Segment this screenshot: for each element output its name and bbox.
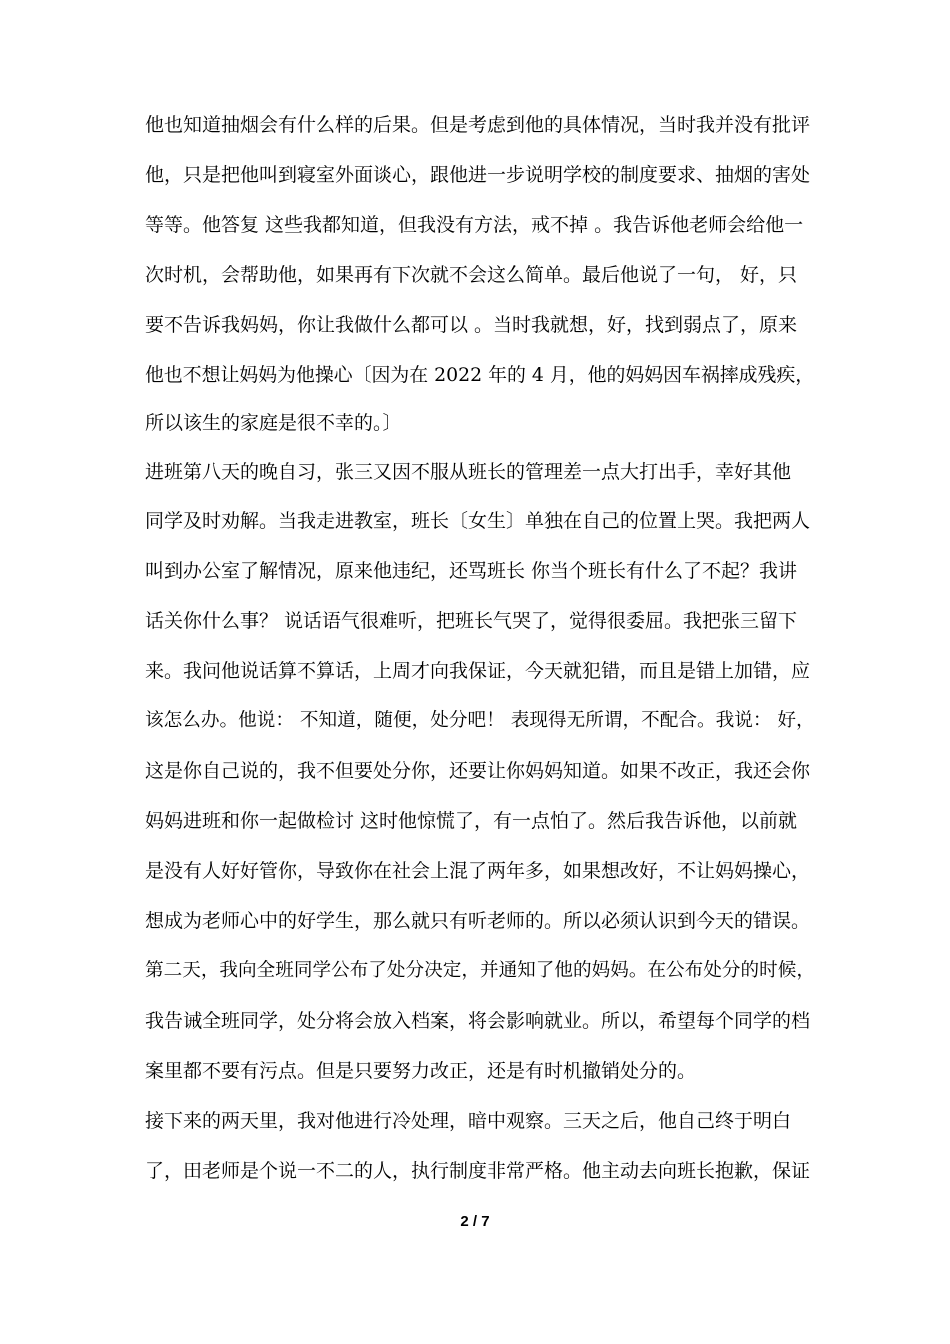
page-number: 2 / 7	[460, 1213, 490, 1230]
text-line: 来。我问他说话算不算话，上周才向我保证，今天就犯错，而且是错上加错，应	[145, 660, 811, 682]
text-line: 妈妈进班和你一起做检讨 这时他惊慌了，有一点怕了。然后我告诉他，以前就	[145, 810, 798, 832]
text-line: 案里都不要有污点。但是只要努力改正，还是有时机撤销处分的。	[145, 1060, 697, 1082]
text-line: 这是你自己说的，我不但要处分你，还要让你妈妈知道。如果不改正，我还会你	[145, 760, 811, 782]
text-line: 我告诫全班同学，处分将会放入档案，将会影响就业。所以，希望每个同学的档	[145, 1010, 811, 1032]
text-line: 他也不想让妈妈为他操心〔因为在 2022 年的 4 月，他的妈妈因车祸摔成残疾，	[145, 364, 815, 386]
text-line: 是没有人好好管你，导致你在社会上混了两年多，如果想改好，不让妈妈操心，	[145, 860, 811, 882]
text-line: 所以该生的家庭是很不幸的。〕	[145, 412, 402, 434]
text-line: 次时机，会帮助他，如果再有下次就不会这么简单。最后他说了一句， 好，只	[145, 264, 798, 286]
text-line: 叫到办公室了解情况，原来他违纪，还骂班长 你当个班长有什么了不起？我讲	[145, 560, 798, 582]
text-line: 了，田老师是个说一不二的人，执行制度非常严格。他主动去向班长抱歉，保证	[145, 1160, 811, 1182]
text-line: 他，只是把他叫到寝室外面谈心，跟他进一步说明学校的制度要求、抽烟的害处	[145, 164, 811, 186]
text-line: 他也知道抽烟会有什么样的后果。但是考虑到他的具体情况，当时我并没有批评	[145, 114, 811, 136]
text-line: 该怎么办。他说： 不知道，随便，处分吧！ 表现得无所谓，不配合。我说： 好，	[145, 710, 815, 731]
text-line: 第二天，我向全班同学公布了处分决定，并通知了他的妈妈。在公布处分的时候，	[145, 960, 815, 981]
text-line: 话关你什么事？ 说话语气很难听，把班长气哭了，觉得很委屈。我把张三留下	[145, 610, 798, 632]
text-line: 想成为老师心中的好学生，那么就只有听老师的。所以必须认识到今天的错误。	[145, 910, 811, 932]
text-line: 同学及时劝解。当我走进教室，班长〔女生〕单独在自己的位置上哭。我把两人	[145, 510, 811, 532]
text-line: 等等。他答复 这些我都知道，但我没有方法，戒不掉 。我告诉他老师会给他一	[145, 214, 804, 236]
text-line: 要不告诉我妈妈，你让我做什么都可以 。当时我就想，好，找到弱点了，原来	[145, 314, 798, 336]
text-line: 进班第八天的晚自习，张三又因不服从班长的管理差一点大打出手，幸好其他	[145, 461, 792, 483]
text-line: 接下来的两天里，我对他进行冷处理，暗中观察。三天之后，他自己终于明白	[145, 1110, 792, 1132]
